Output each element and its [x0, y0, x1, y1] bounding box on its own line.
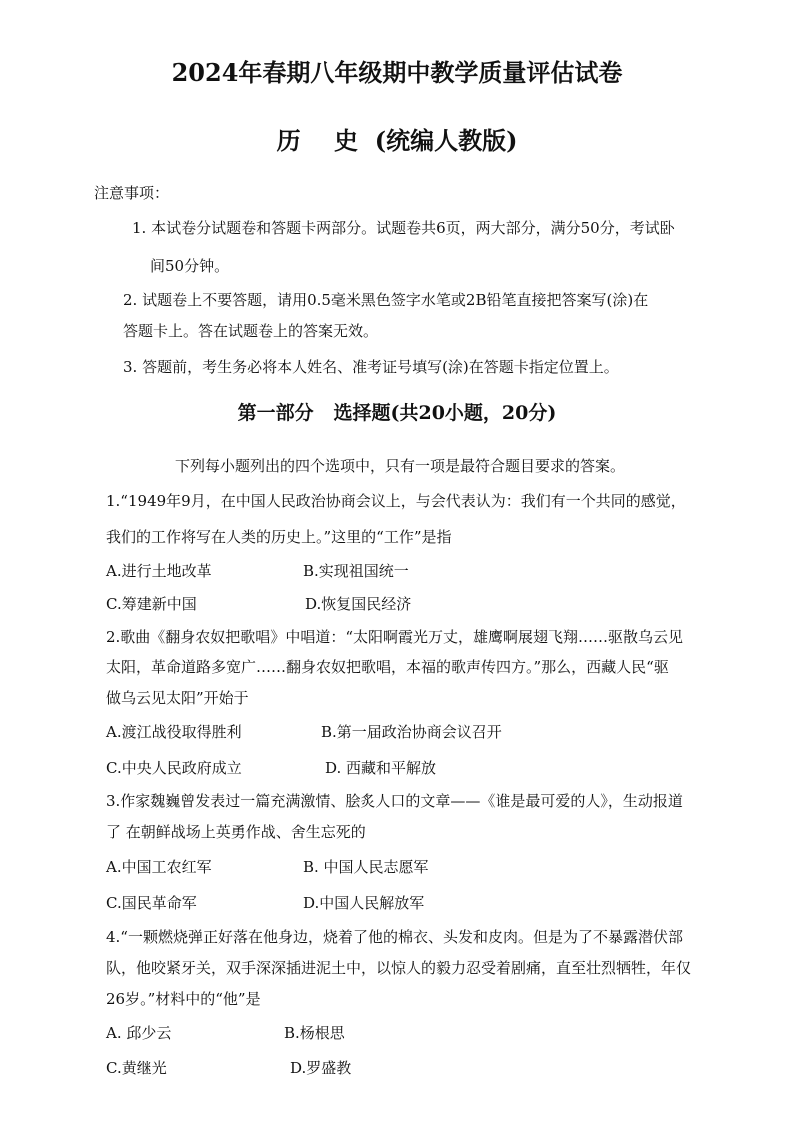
question-2-option-b: B.第一届政治协商会议召开 [321, 723, 502, 741]
question-3-option-b: B. 中国人民志愿军 [303, 858, 429, 876]
part1-instruction: 下列每小题列出的四个选项中，只有一项是最符合题目要求的答案。 [175, 457, 626, 475]
notice-item-2: 2. 试题卷上不要答题，请用0.5毫米黑色签字水笔或2B铅笔直接把答案写(涂)在 [123, 291, 649, 309]
part1-heading: 第一部分 选择题(共20小题，20分) [237, 402, 557, 424]
question-3-line-2: 了 在朝鲜战场上英勇作战、舍生忘死的 [106, 823, 366, 841]
question-2-option-d: D. 西藏和平解放 [325, 759, 437, 777]
question-3-option-a: A.中国工农红军 [106, 858, 212, 876]
question-3-option-c: C.国民革命军 [106, 894, 197, 912]
question-4-option-b: B.杨根思 [284, 1024, 345, 1042]
question-4-line-2: 队，他咬紧牙关，双手深深插进泥土中，以惊人的毅力忍受着剧痛，直至壮烈牺牲，年仅 [106, 959, 692, 977]
notice-item-3: 3. 答题前，考生务必将本人姓名、准考证号填写(涂)在答题卡指定位置上。 [123, 358, 619, 376]
question-4-line-1: 4.“一颗燃烧弹正好落在他身边，烧着了他的棉衣、头发和皮肉。但是为了不暴露潜伏部 [106, 928, 683, 946]
question-1-option-d: D.恢复国民经济 [305, 595, 412, 613]
question-2-line-2: 太阳，革命道路多宽广……翻身农奴把歌唱，本福的歌声传四方。”那么，西藏人民“驱 [106, 658, 669, 676]
question-2-option-a: A.渡江战役取得胜利 [106, 723, 242, 741]
question-4-option-d: D.罗盛教 [290, 1059, 352, 1077]
question-1-option-b: B.实现祖国统一 [303, 562, 409, 580]
question-1-option-c: C.筹建新中国 [106, 595, 197, 613]
notice-item-2-cont: 答题卡上。答在试题卷上的答案无效。 [123, 322, 379, 340]
subject-title: 历 史 (统编人教版) [276, 126, 518, 155]
question-2-line-1: 2.歌曲《翻身农奴把歌唱》中唱道：“太阳啊霞光万丈，雄鹰啊展翅飞翔……驱散乌云见 [106, 628, 683, 646]
question-1-option-a: A.进行土地改革 [106, 562, 212, 580]
question-3-line-1: 3.作家魏巍曾发表过一篇充满激情、脍炙人口的文章——《谁是最可爱的人》，生动报道 [106, 792, 683, 810]
question-1-line-1: 1.“1949年9月，在中国人民政治协商会议上，与会代表认为：我们有一个共同的感觉， [106, 492, 686, 510]
question-3-option-d: D.中国人民解放军 [303, 894, 425, 912]
notice-heading: 注意事项： [94, 184, 170, 202]
question-2-option-c: C.中央人民政府成立 [106, 759, 242, 777]
question-4-line-3: 26岁。”材料中的“他”是 [106, 990, 261, 1008]
exam-title: 2024年春期八年级期中教学质量评估试卷 [171, 58, 623, 87]
question-4-option-c: C.黄继光 [106, 1059, 167, 1077]
question-1-line-2: 我们的工作将写在人类的历史上。”这里的“工作”是指 [106, 528, 452, 546]
notice-item-1-cont: 间50分钟。 [150, 257, 230, 275]
notice-item-1: 1. 本试卷分试题卷和答题卡两部分。试题卷共6页，两大部分，满分50分，考试卧 [132, 219, 675, 237]
question-4-option-a: A. 邱少云 [106, 1024, 172, 1042]
question-2-line-3: 做乌云见太阳”开始于 [106, 689, 249, 707]
